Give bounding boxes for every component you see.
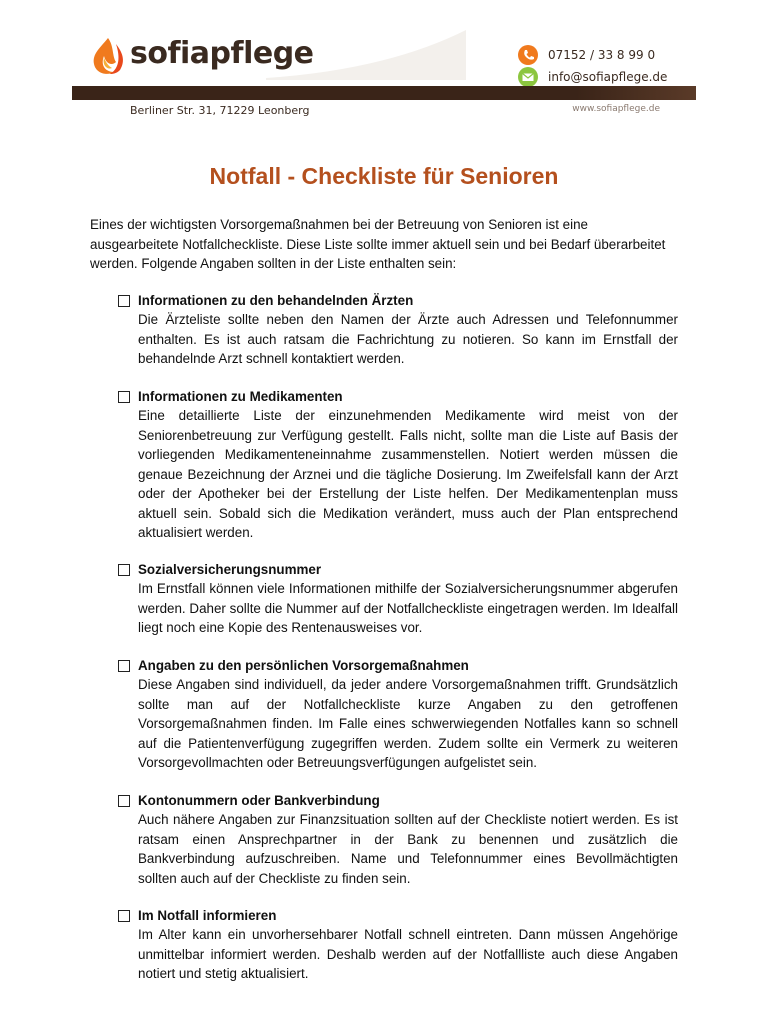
- checklist-item-body: Auch nähere Angaben zur Finanzsituation sollten auf der Checkliste notiert werden. Es ist ratsam einen Ansprechpartner in der Bank zu benennen und zusätzlich die Bankverbindung aufzuschreiben. Name und Telefonnummer eines Bevollmächtigten sollten auch auf der Checkliste zu finden sein.: [138, 812, 678, 886]
- checkbox-icon[interactable]: [118, 910, 130, 922]
- checklist-item-medikamente: [118, 387, 678, 543]
- checklist-item-body: Im Ernstfall können viele Informationen mithilfe der Sozialversicherungsnummer abgerufen werden. Daher sollte die Nummer auf der Notfallcheckliste eingetragen werden. Im Idealfall liegt noch eine Kopie des Rentenausweises vor.: [138, 581, 678, 635]
- checklist-item-head: [118, 656, 678, 675]
- checklist-item-vorsorge: [118, 656, 678, 773]
- checklist-item-head: [118, 791, 678, 810]
- header-divider-bar: [72, 86, 696, 100]
- checklist-item-title: Angaben zu den persönlichen Vorsorgemaßnahmen: [138, 658, 469, 673]
- checklist-item-head: [118, 387, 678, 406]
- checklist-item-head: [118, 560, 678, 579]
- checkbox-icon[interactable]: [118, 564, 130, 576]
- checklist-item-body: Die Ärzteliste sollte neben den Namen der Ärzte auch Adressen und Telefonnummer enthalten. Es ist auch ratsam die Fachrichtung zu notieren. So kann im Ernstfall der behandelnde Arzt schnell kontaktiert werden.: [138, 312, 678, 366]
- email-address[interactable]: info@sofiapflege.de: [548, 70, 668, 84]
- checklist-item-notfall: [118, 906, 678, 984]
- checklist-item-head: [118, 291, 678, 310]
- checklist-item-title: Informationen zu den behandelnden Ärzten: [138, 293, 414, 308]
- checklist-item-body: Im Alter kann ein unvorhersehbarer Notfall schnell eintreten. Dann müssen Angehörige unmittelbar informiert werden. Deshalb werden auf der Notfallliste auch diese Angaben notiert und stetig aktualisiert.: [138, 927, 678, 981]
- checklist-item-title: Kontonummern oder Bankverbindung: [138, 793, 380, 808]
- checklist-item-title: Im Notfall informieren: [138, 908, 277, 923]
- checkbox-icon[interactable]: [118, 660, 130, 672]
- email-row: [518, 66, 667, 88]
- checklist-item-head: [118, 906, 678, 925]
- flame-logo-icon: [86, 34, 130, 78]
- phone-row: [518, 44, 667, 66]
- intro-paragraph: Eines der wichtigsten Vorsorgemaßnahmen bei der Betreuung von Senioren ist eine ausgearbeitete Notfallcheckliste. Diese Liste sollte immer aktuell sein und bei Bedarf überarbeitet werden. Folgende Angaben sollten in der Liste enthalten sein:: [90, 217, 666, 271]
- website-link[interactable]: www.sofiapflege.de: [572, 104, 660, 114]
- phone-number[interactable]: 07152 / 33 8 99 0: [548, 48, 656, 62]
- brand-name: sofiapflege: [130, 36, 314, 71]
- postal-address: Berliner Str. 31, 71229 Leonberg: [130, 104, 310, 117]
- checkbox-icon[interactable]: [118, 391, 130, 403]
- checklist-item-bank: [118, 791, 678, 888]
- checklist-item-aerzte: [118, 291, 678, 369]
- contact-block: [518, 44, 667, 88]
- page-title: Notfall - Checkliste für Senioren: [209, 163, 559, 189]
- checkbox-icon[interactable]: [118, 795, 130, 807]
- brand-logo: [86, 30, 386, 86]
- checklist-item-title: Sozialversicherungsnummer: [138, 562, 322, 577]
- phone-icon: [518, 45, 538, 65]
- checkbox-icon[interactable]: [118, 295, 130, 307]
- checklist-item-sozialversicherung: [118, 560, 678, 638]
- checklist-item-body: Eine detaillierte Liste der einzunehmenden Medikamente wird meist von der Seniorenbetreuung zur Verfügung gestellt. Falls nicht, sollte man die Liste auf Basis der vorliegenden Medikamenteneinnahme zusammenstellen. Notiert werden müssen die genaue Bezeichnung der Arznei und die tägliche Dosierung. Im Zweifelsfall kann der Arzt oder der Apotheker bei der Erstellung der Liste helfen. Der Medikamentenplan muss aktuell sein. Sobald sich die Medikation verändert, muss auch der Plan entsprechend aktualisiert werden.: [138, 408, 678, 540]
- checklist-item-body: Diese Angaben sind individuell, da jeder andere Vorsorgemaßnahmen trifft. Grundsätzlich sollte man auf der Notfallcheckliste kurze Angaben zu den getroffenen Vorsorgemaßnahmen finden. Im Falle eines schwerwiegenden Notfalles kann so schnell auf die Patientenverfügung zugegriffen werden. Zudem sollte ein Vermerk zu weiteren Vorsorgevollmachten oder Betreuungsverfügungen aufgelistet sein.: [138, 677, 678, 770]
- checklist-item-title: Informationen zu Medikamenten: [138, 389, 343, 404]
- mail-icon: [518, 67, 538, 87]
